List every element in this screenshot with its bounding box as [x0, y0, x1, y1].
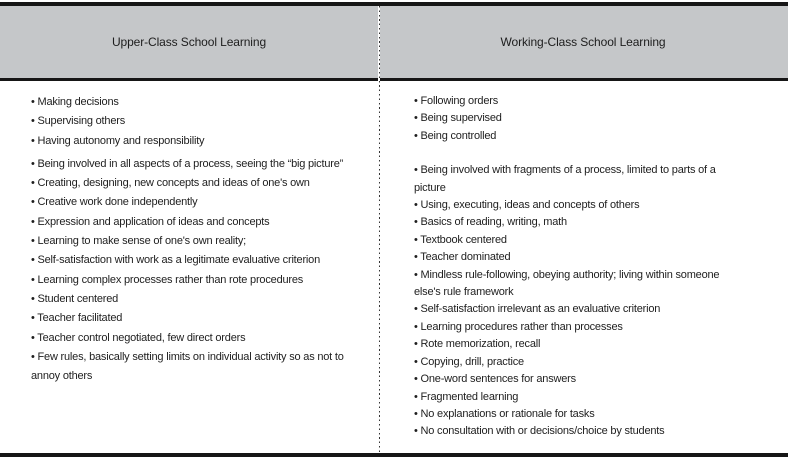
table-header-row — [0, 6, 788, 78]
list-item: • Learning to make sense of one's own reality; — [31, 235, 247, 248]
list-item: • No consultation with or decisions/choice by students — [414, 425, 665, 438]
list-item: • Basics of reading, writing, math — [414, 216, 567, 229]
upper-class-list — [31, 93, 367, 386]
list-item: • Textbook centered — [414, 233, 507, 246]
list-item: • Being involved in all aspects of a process, seeing the “big picture” — [31, 157, 344, 170]
header-working-class: Working-Class School Learning — [500, 35, 666, 49]
list-item: • Self-satisfaction with work as a legitimate evaluative criterion — [31, 254, 320, 267]
list-item: • Being involved with fragments of a process, limited to parts of a picture — [414, 164, 716, 194]
list-item: • Learning complex processes rather than rote procedures — [31, 273, 304, 286]
list-item: • Rote memorization, recall — [414, 338, 541, 351]
column-upper-class — [0, 81, 378, 453]
table-body — [0, 81, 788, 453]
list-item: • Learning procedures rather than processes — [414, 320, 623, 333]
list-item: • Creating, designing, new concepts and ideas of one's own — [31, 177, 310, 190]
bottom-rule — [0, 453, 788, 457]
list-item: • Following orders — [414, 95, 499, 107]
working-class-list — [414, 93, 745, 441]
list-item: • Few rules, basically setting limits on individual activity so as not to annoy others — [31, 350, 344, 383]
list-item: • One-word sentences for answers — [414, 373, 576, 386]
list-item: • Having autonomy and responsibility — [31, 134, 205, 147]
list-item: • Copying, drill, practice — [414, 355, 524, 368]
list-item: • Fragmented learning — [414, 390, 519, 403]
column-divider — [378, 6, 380, 453]
list-item: • Making decisions — [31, 96, 119, 108]
list-item: • Student centered — [31, 292, 119, 305]
list-item: • Teacher facilitated — [31, 312, 123, 325]
list-item: • Being supervised — [414, 112, 502, 125]
list-item: • Creative work done independently — [31, 196, 198, 209]
list-item: • Expression and application of ideas and concepts — [31, 215, 270, 228]
column-working-class — [378, 81, 788, 453]
list-item: • Mindless rule-following, obeying authority; living within someone else's rule framework — [414, 268, 720, 299]
list-item: • Teacher control negotiated, few direct orders — [31, 331, 246, 344]
list-item: • Being controlled — [414, 129, 497, 142]
list-item: • Supervising others — [31, 115, 126, 128]
list-item: • Self-satisfaction irrelevant as an evaluative criterion — [414, 303, 661, 316]
header-upper-class: Upper-Class School Learning — [111, 35, 267, 49]
list-item: • Teacher dominated — [414, 251, 511, 264]
list-item: • Using, executing, ideas and concepts of others — [414, 199, 640, 212]
list-item: • No explanations or rationale for tasks — [414, 407, 595, 420]
